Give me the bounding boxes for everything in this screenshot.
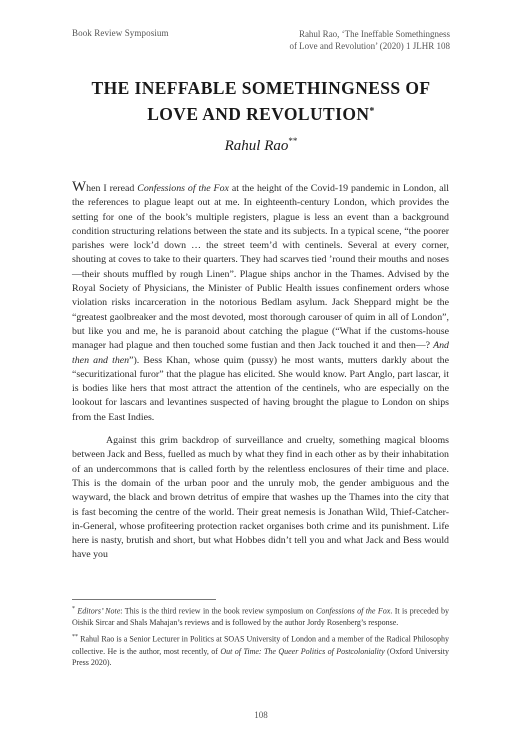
author-name: Rahul Rao [224, 138, 289, 154]
body-text: at the height of the Covid-19 pandemic in London, all the references to plague leapt out at me. In eighteenth-century London, which provides the setting for one of the book’s multiple registers, plague is less an event than a background condition structuring relations between the state and its subjects. In a typical scene, “the poorer parishes were lock’d down … the street teem’d with centinels. Several at every corner, shouting at coves to take to their quarters. They had scarves tied ’round their mouths and noses—their shouts muffled by rough Linen”. Plague ships anchor in the Thames. Advised by the Royal Society of Physicians, the Minister of Public Health issues confinement orders whose violation risks incarceration in the notorious Bedlam asylum. Jack Sheppard might be the “greatest gaolbreaker and the most devoted, most thorough carouser of quim in all of London”, but like you and me, he is paranoid about catching the plague (“What if the customs-house manager had plague and then touched some fustian and then Jack touched it and then—? [72, 183, 449, 352]
body-text: ”). Bess Khan, whose quim (pussy) he most wants, mutters darkly about the “securitizational furor” that the plague has elicited. She would know. Part Anglo, part lascar, it is bodies like hers that most attract the attention of the centinels, who are especially on the lookout for lascars and levantines suspected of having brought the plague to London on ships from the East Indies. [72, 354, 449, 423]
drop-cap: W [72, 179, 87, 195]
footnote-text: : This is the third review in the book review symposium on [120, 606, 317, 616]
page-number: 108 [254, 710, 268, 720]
footnote-text: . It is preceded by Oishik Sircar and Shals Mahajan’s reviews and is followed by the author Jordy Rosenberg’s response. [72, 606, 450, 628]
body-paragraph-2: Against this grim backdrop of surveillance and cruelty, something magical blooms between Jack and Bess, fuelled as much by what they find in each other as by their inhabitation of an undercommons that is called forth by the relentless enclosures of their time and place. This is the domain of the urban poor and the unruly mob, the gender ambiguous and the wayward, the black and brown detritus of empire that washes up the Thames into the city that is fast becoming the centre of the world. Their great nemesis is Jonathan Wild, Thief-Catcher-in-General, whose profiteering protection racket organises both crime and its punishment. Life here is nasty, brutish and short, but what Hobbes didn’t tell you and what Jack and Bess would have you [72, 435, 449, 561]
article-title-line2 [60, 100, 462, 126]
title-footnote-mark: * [369, 106, 375, 117]
running-header-right [250, 28, 450, 52]
footnote-separator [72, 599, 216, 600]
running-header-right-line2: of Love and Revolution’ (2020) 1 JLHR 108 [289, 41, 450, 51]
quote-italic: And then and then [72, 340, 449, 366]
footnote-2 [72, 632, 449, 668]
body-text: hen I reread [86, 183, 138, 194]
author-footnote-mark: ** [288, 136, 298, 146]
running-header-right-line1: Rahul Rao, ‘The Ineffable Somethingness [298, 29, 450, 39]
footnote-text: (Oxford University Press 2020). [72, 646, 449, 667]
footnote-1 [72, 604, 449, 628]
article-title [60, 76, 462, 126]
footnote-text: Rahul Rao is a Senior Lecturer in Politics at SOAS University of London and a member of the Radical Philosophy collective. He is the author, most recently, of [72, 635, 449, 656]
running-header-left: Book Review Symposium [72, 28, 169, 38]
book-title-italic: Confessions of the Fox [137, 183, 229, 194]
article-body [72, 179, 449, 563]
footnote-1-mark: * [72, 606, 75, 612]
footnote-1-label: Editors’ Note [77, 606, 121, 616]
footnotes [72, 604, 449, 672]
footnote-book-title: Confessions of the Fox [316, 606, 391, 616]
footnote-book-title: Out of Time: The Queer Politics of Postcoloniality [220, 646, 385, 656]
article-title-line2-text: LOVE AND REVOLUTION [147, 104, 370, 124]
article-title-line1: THE INEFFABLE SOMETHINGNESS OF [91, 78, 431, 98]
author-byline [60, 136, 462, 155]
body-paragraph-1 [72, 179, 449, 425]
footnote-2-mark: ** [72, 634, 78, 641]
